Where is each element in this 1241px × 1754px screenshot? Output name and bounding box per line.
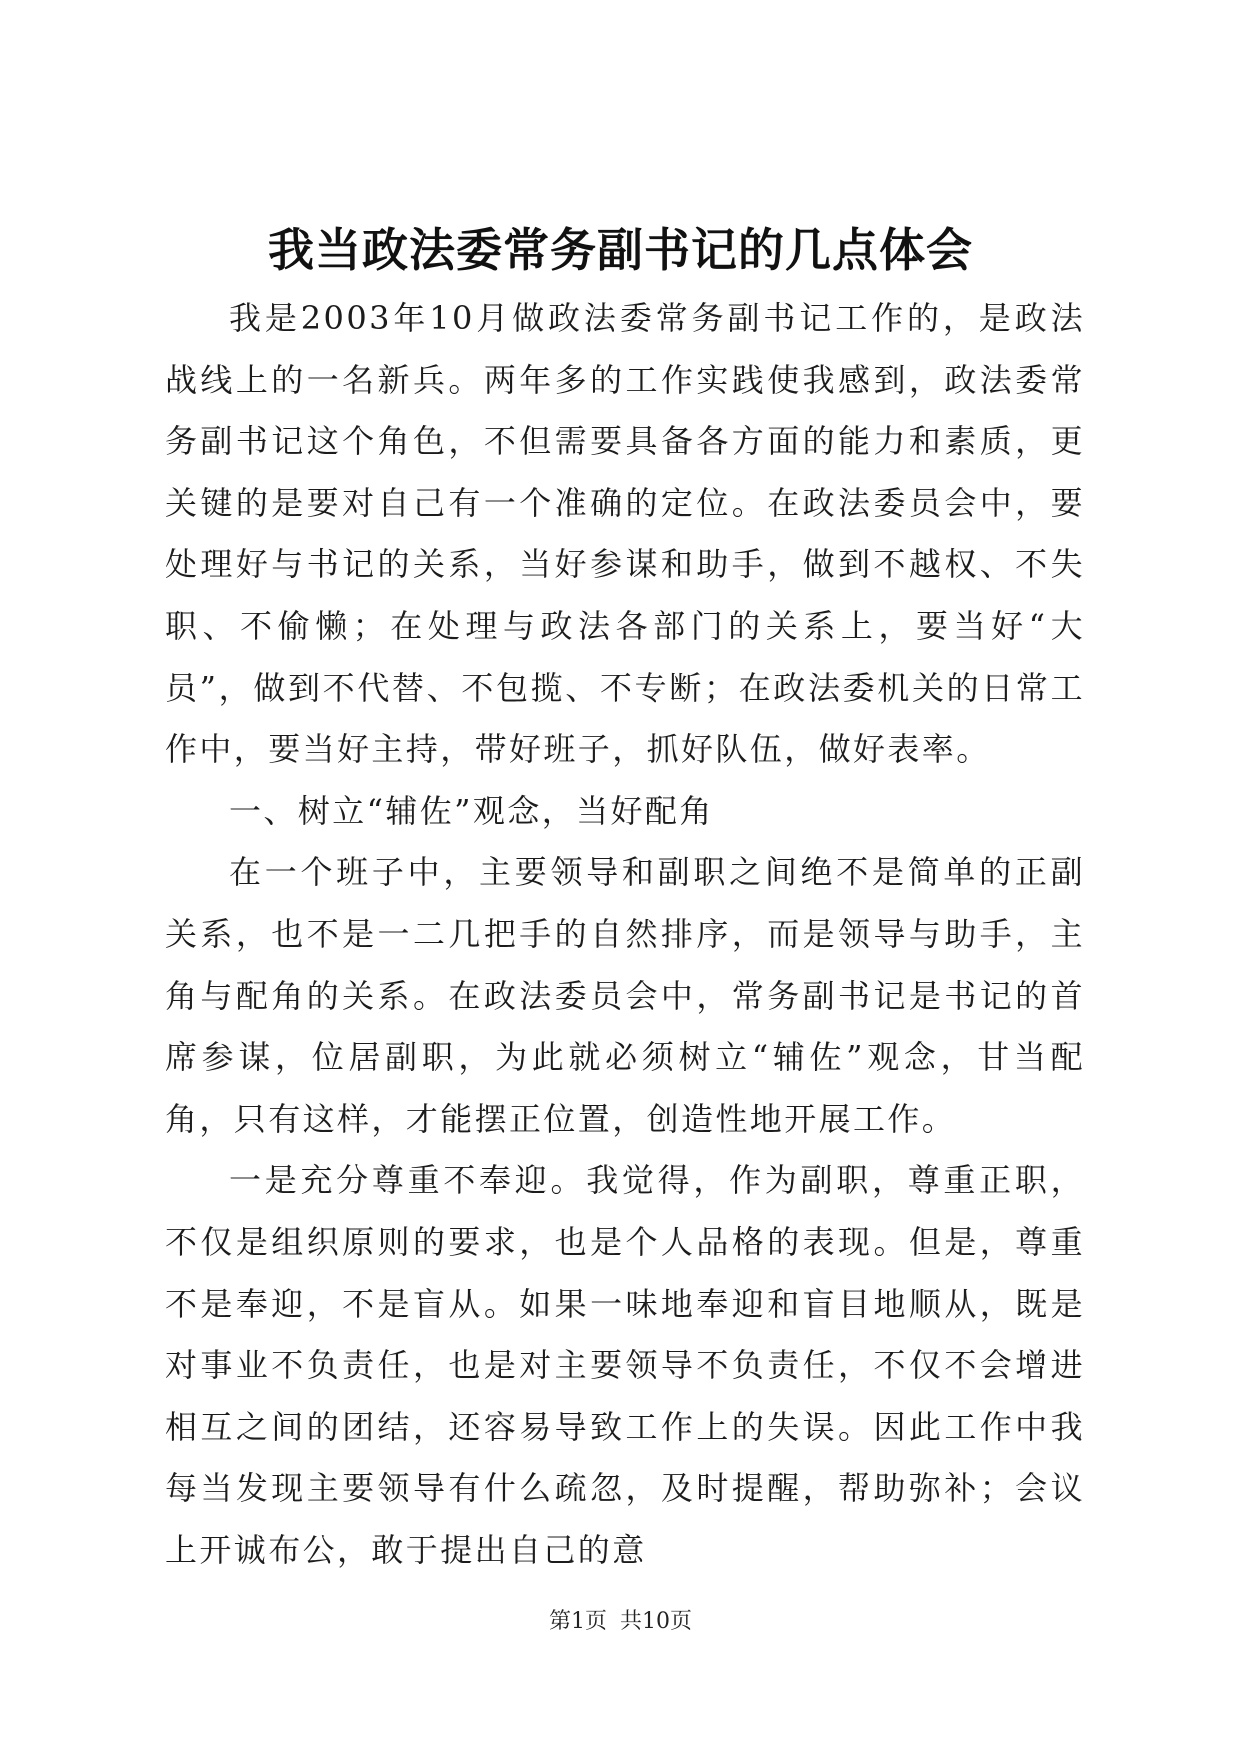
paragraph-point-one: 一是充分尊重不奉迎。我觉得，作为副职，尊重正职，不仅是组织原则的要求，也是个人品格的表现。但是，尊重不是奉迎，不是盲从。如果一味地奉迎和盲目地顺从，既是对事业不负责任，也是对主要领导不负责任，不仅不会增进相互之间的团结，还容易导致工作上的失误。因此工作中我每当发现主要领导有什么疏忽，及时提醒，帮助弥补；会议上开诚布公，敢于提出自己的意 (165, 1161, 1085, 1569)
page-footer (0, 1607, 1241, 1637)
document-body (165, 288, 1085, 1581)
page-number: 第1页 (549, 1609, 607, 1634)
paragraph-intro: 我是2003年10月做政法委常务副书记工作的，是政法战线上的一名新兵。两年多的工作实践使我感到，政法委常务副书记这个角色，不但需要具备各方面的能力和素质，更关键的是要对自己有一个准确的定位。在政法委员会中，要处理好与书记的关系，当好参谋和助手，做到不越权、不失职、不偷懒；在处理与政法各部门的关系上，要当好“大员”，做到不代替、不包揽、不专断；在政法委机关的日常工作中，要当好主持，带好班子，抓好队伍，做好表率。 (165, 299, 1085, 769)
document-title: 我当政法委常务副书记的几点体会 (268, 223, 973, 277)
section-heading: 一、树立“辅佐”观念，当好配角 (229, 791, 714, 830)
page-total: 共10页 (620, 1609, 692, 1634)
paragraph-section-one: 在一个班子中，主要领导和副职之间绝不是简单的正副关系，也不是一二几把手的自然排序，而是领导与助手，主角与配角的关系。在政法委员会中，常务副书记是书记的首席参谋，位居副职，为此就必须树立“辅佐”观念，甘当配角，只有这样，才能摆正位置，创造性地开展工作。 (165, 853, 1085, 1138)
